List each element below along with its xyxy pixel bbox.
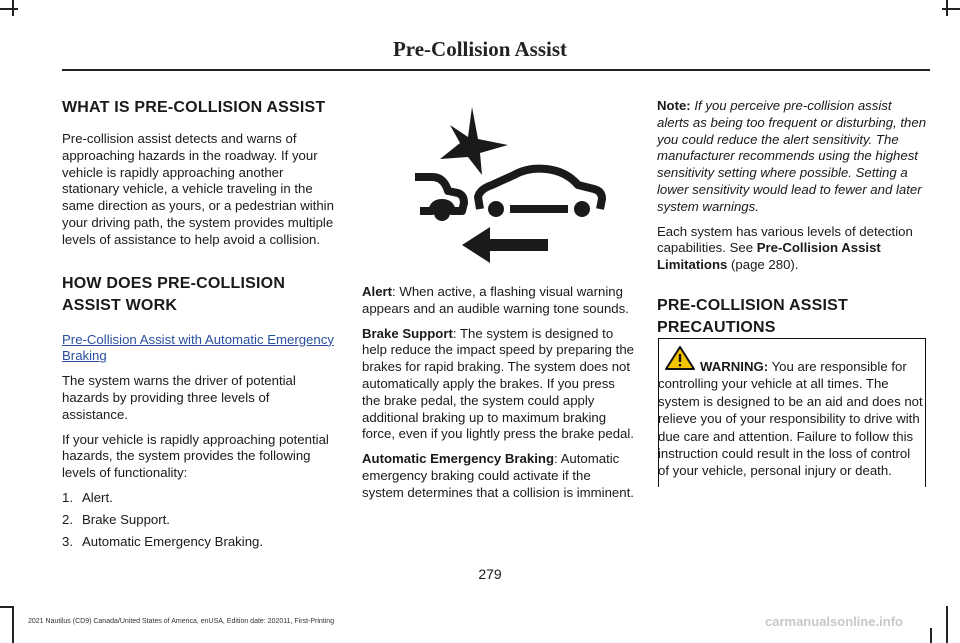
list-item: 2. Brake Support. xyxy=(62,511,170,527)
crop-mark xyxy=(942,8,960,10)
intro-paragraph: Pre-collision assist detects and warns of approaching hazards in the roadway. If your vehicle is rapidly approaching another stationary vehicle, a vehicle traveling in the same direction as yours, or a pedestrian within your driving path, the system provides multiple levels of assistance to help avoid a collision. xyxy=(62,131,334,247)
page-number: 279 xyxy=(478,566,502,582)
page-title: Pre-Collision Assist xyxy=(392,37,568,61)
crop-mark xyxy=(0,606,14,608)
aeb-paragraph: Automatic Emergency Braking: Automatic emergency braking could activate if the system determines that a collision is imminent. xyxy=(362,451,634,500)
star-icon xyxy=(440,107,508,175)
pre-collision-assist-icon xyxy=(410,105,630,270)
crop-mark xyxy=(946,0,948,16)
crop-mark xyxy=(12,0,14,16)
crop-mark xyxy=(946,606,948,643)
header-rule xyxy=(62,69,930,71)
limitations-reference[interactable]: Pre-Collision Assist Limitations xyxy=(657,240,881,273)
edition-note: 2021 Nautilus (CD9) Canada/United States of America, enUSA, Edition date: 202011, First-Printing xyxy=(28,618,335,625)
watermark: carmanualsonline.info xyxy=(765,614,903,629)
list-item: 1. Alert. xyxy=(62,489,113,505)
column-3 xyxy=(657,98,927,338)
section-heading: WHAT IS PRE-COLLISION ASSIST xyxy=(62,99,326,116)
list-item: 3. Automatic Emergency Braking. xyxy=(62,533,264,549)
detection-paragraph: Each system has various levels of detection capabilities. See Pre-Collision Assist Limitations (page 280). xyxy=(657,223,913,273)
aeb-link[interactable]: Pre-Collision Assist with Automatic Emergency Braking xyxy=(62,331,334,364)
alert-paragraph: Alert: When active, a flashing visual warning appears and an audible warning tone sounds. xyxy=(362,284,629,316)
section-heading: ASSIST WORK xyxy=(62,296,178,314)
note-paragraph: Note: If you perceive pre-collision assist alerts as being too frequent or disturbing, then you could reduce the alert sensitivity. The manufacturer recommends using the highest sensitivity setting where possible. Setting a lower sensitivity would lead to fewer and later system warnings. xyxy=(657,98,927,214)
section-heading: HOW DOES PRE-COLLISION xyxy=(62,274,286,292)
brake-support-paragraph: Brake Support: The system is designed to help reduce the impact speed by preparing the brakes for rapid braking. The system does not automatically apply the brakes. If you press the brake pedal, the system could apply additional braking up to maximum braking force, even if you lightly press the brake pedal. xyxy=(362,325,634,442)
column-2 xyxy=(362,284,634,510)
warning-text: WARNING: You are responsible for controlling your vehicle at all times. The system is designed to be an aid and does not relieve you of your responsibility to drive with due care and attention. Failure to follow this instruction could result in the loss of control of your vehicle, personal injury or death. xyxy=(658,359,923,479)
section-heading: PRE-COLLISION ASSIST xyxy=(657,296,848,314)
levels-list xyxy=(62,490,338,550)
column-1 xyxy=(62,98,338,555)
crop-mark xyxy=(0,8,18,10)
crop-mark xyxy=(930,628,932,643)
arrow-left-icon xyxy=(462,227,548,263)
section-heading: PRECAUTIONS xyxy=(657,318,776,336)
paragraph: If your vehicle is rapidly approaching potential hazards, the system provides the following levels of functionality: xyxy=(62,431,329,481)
paragraph: The system warns the driver of potential hazards by providing three levels of assistance. xyxy=(62,373,296,422)
crop-mark xyxy=(12,606,14,643)
